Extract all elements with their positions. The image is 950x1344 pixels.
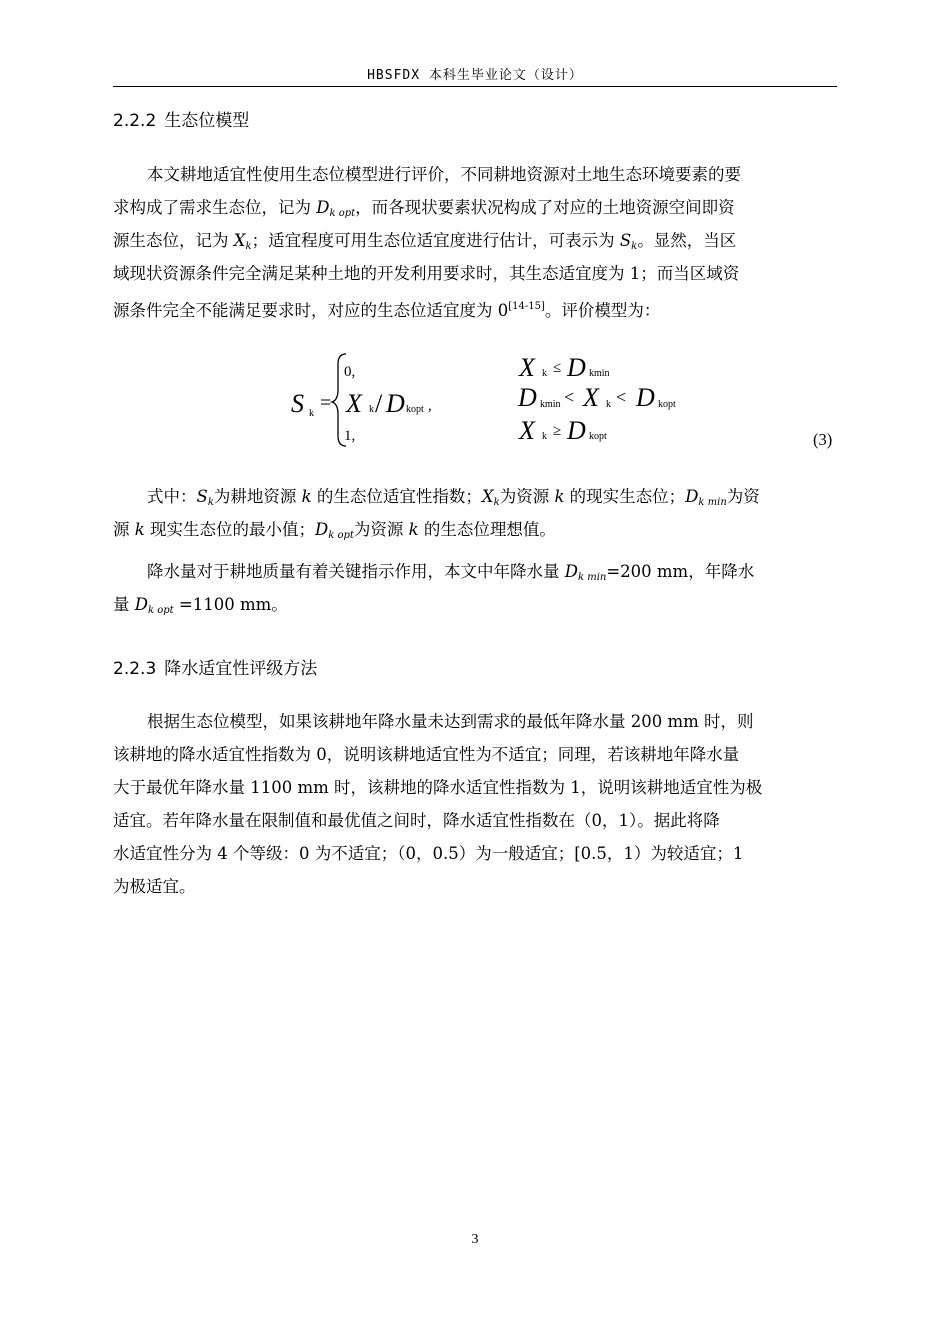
symbol-D: D [134, 595, 148, 614]
cond3-X-sub: k [542, 431, 547, 442]
formula-lhs: S [291, 389, 304, 418]
subscript: k opt [328, 530, 354, 541]
text-line: 该耕地的降水适宜性指数为 0，说明该耕地适宜性为不适宜；同理，若该耕地年降水量 [113, 745, 740, 764]
formula-lhs-sub: k [309, 408, 314, 419]
equation-number: (3) [813, 430, 833, 449]
section-heading-2-2-3 [113, 654, 317, 679]
text-line [113, 224, 837, 257]
cond2-op2: < [616, 387, 627, 407]
text-run: 的生态位适宜性指数； [311, 487, 482, 506]
subscript: k [493, 497, 500, 508]
symbol-D: D [685, 487, 699, 506]
text-run: 源条件完全不能满足要求时，对应的生态位适宜度为 0 [113, 301, 509, 320]
text-run: ；适宜程度可用生态位适宜度进行估计，可表示为 [251, 231, 620, 250]
section-number: 2.2.3 [113, 659, 157, 679]
cond2-D1: D [518, 383, 537, 412]
case3-value: 1, [344, 428, 356, 444]
text-line: 适宜。若年降水量在限制值和最优值之间时，降水适宜性指数在（0，1）。据此将降 [113, 811, 720, 830]
text-run: =200 mm，年降水 [606, 562, 755, 581]
formula-equals: = [320, 392, 332, 414]
text-line [113, 290, 837, 323]
symbol-k: k [301, 487, 312, 506]
cond3-X: X [519, 416, 535, 445]
cond2-D1-sub: kmin [540, 399, 561, 410]
subscript: k opt [329, 208, 356, 219]
text-run: 求构成了需求生态位，记为 [113, 198, 317, 217]
text-run: 式中： [147, 487, 197, 506]
cond3-op: ≥ [553, 423, 562, 439]
text-run: 源 [113, 520, 135, 539]
text-line [113, 588, 837, 621]
case1-value: 0, [344, 364, 356, 380]
text-line [113, 555, 837, 588]
subscript: k min [698, 497, 727, 508]
cond1-X-sub: k [542, 368, 547, 379]
case2-slash: / [375, 389, 383, 418]
text-run: 降水量对于耕地质量有着关键指示作用，本文中年降水量 [147, 562, 565, 581]
cond2-X: X [583, 383, 599, 412]
paragraph-grading-method [113, 705, 837, 903]
section-title: 生态位模型 [164, 111, 250, 131]
text-run: 源生态位，记为 [113, 231, 234, 250]
subscript: k [631, 241, 638, 252]
text-line: 域现状资源条件完全满足某种土地的开发利用要求时，其生态适宜度为 1；而当区域资 [113, 264, 740, 283]
symbol-D: D [316, 198, 330, 217]
text-line [113, 480, 837, 513]
symbol-k: k [554, 487, 565, 506]
cond1-X: X [519, 353, 535, 382]
case2-D-sub: kopt [406, 404, 424, 415]
subscript: k opt [147, 605, 174, 616]
text-run: 的现实生态位； [564, 487, 686, 506]
cond1-op: ≤ [553, 360, 562, 376]
symbol-S: S [196, 487, 208, 506]
text-run: 。评价模型为： [544, 301, 661, 320]
cond3-D: D [567, 416, 586, 445]
text-line: 根据生态位模型，如果该耕地年降水量未达到需求的最低年降水量 200 mm 时，则 [147, 712, 754, 731]
text-line [113, 191, 837, 224]
subscript: k [245, 241, 252, 252]
cond3-D-sub: kopt [589, 431, 607, 442]
section-number: 2.2.2 [113, 111, 157, 131]
cond2-D2-sub: kopt [658, 399, 676, 410]
text-run: 。显然，当区 [637, 231, 737, 250]
text-run: 现实生态位的最小值； [144, 520, 315, 539]
text-line: 水适宜性分为 4 个等级：0 为不适宜；（0，0.5）为一般适宜；[0.5，1）为较适宜；1 [113, 844, 744, 863]
symbol-k: k [134, 520, 145, 539]
text-line: 为极适宜。 [113, 877, 196, 896]
case2-X: X [346, 389, 362, 418]
symbol-D: D [315, 520, 329, 539]
cond2-X-sub: k [606, 399, 611, 410]
text-run: ，而各现状要素状况构成了对应的土地资源空间即资 [355, 198, 735, 217]
running-header: HBSFDX 本科生毕业论文（设计） [367, 68, 583, 83]
text-line: 大于最优年降水量 1100 mm 时，该耕地的降水适宜性指数为 1，说明该耕地适宜性为极 [113, 778, 763, 797]
section-title: 降水适宜性评级方法 [164, 659, 318, 679]
text-run: 为耕地资源 [213, 487, 302, 506]
text-run: =1100 mm。 [173, 595, 288, 614]
symbol-X: X [233, 231, 246, 250]
citation: [14-15] [508, 301, 545, 312]
header-rule [113, 86, 837, 87]
paragraph-ecological-niche [113, 158, 837, 323]
formula-3 [0, 350, 950, 455]
cond2-op1: < [564, 387, 575, 407]
page-number: 3 [471, 1232, 479, 1247]
paragraph-formula-explanation [113, 480, 837, 546]
case2-comma: , [428, 398, 432, 414]
text-run: 的生态位理想值。 [418, 520, 556, 539]
subscript: k [207, 497, 214, 508]
case2-D: D [386, 389, 405, 418]
symbol-D: D [564, 562, 578, 581]
text-line: 本文耕地适宜性使用生态位模型进行评价，不同耕地资源对土地生态环境要素的要 [147, 165, 741, 184]
case2-X-sub: k [369, 404, 374, 415]
text-run: 量 [113, 595, 135, 614]
cond1-D: D [567, 353, 586, 382]
symbol-S: S [619, 231, 632, 250]
cond2-D2: D [636, 383, 655, 412]
symbol-X: X [481, 487, 494, 506]
text-run: 为资源 [499, 487, 555, 506]
text-line [113, 513, 837, 546]
cond1-D-sub: kmin [589, 368, 610, 379]
text-run: 为资 [726, 487, 760, 506]
section-heading-2-2-2 [113, 106, 249, 131]
paragraph-precipitation [113, 555, 837, 621]
symbol-k: k [408, 520, 419, 539]
text-run: 为资源 [353, 520, 409, 539]
subscript: k min [577, 572, 607, 583]
